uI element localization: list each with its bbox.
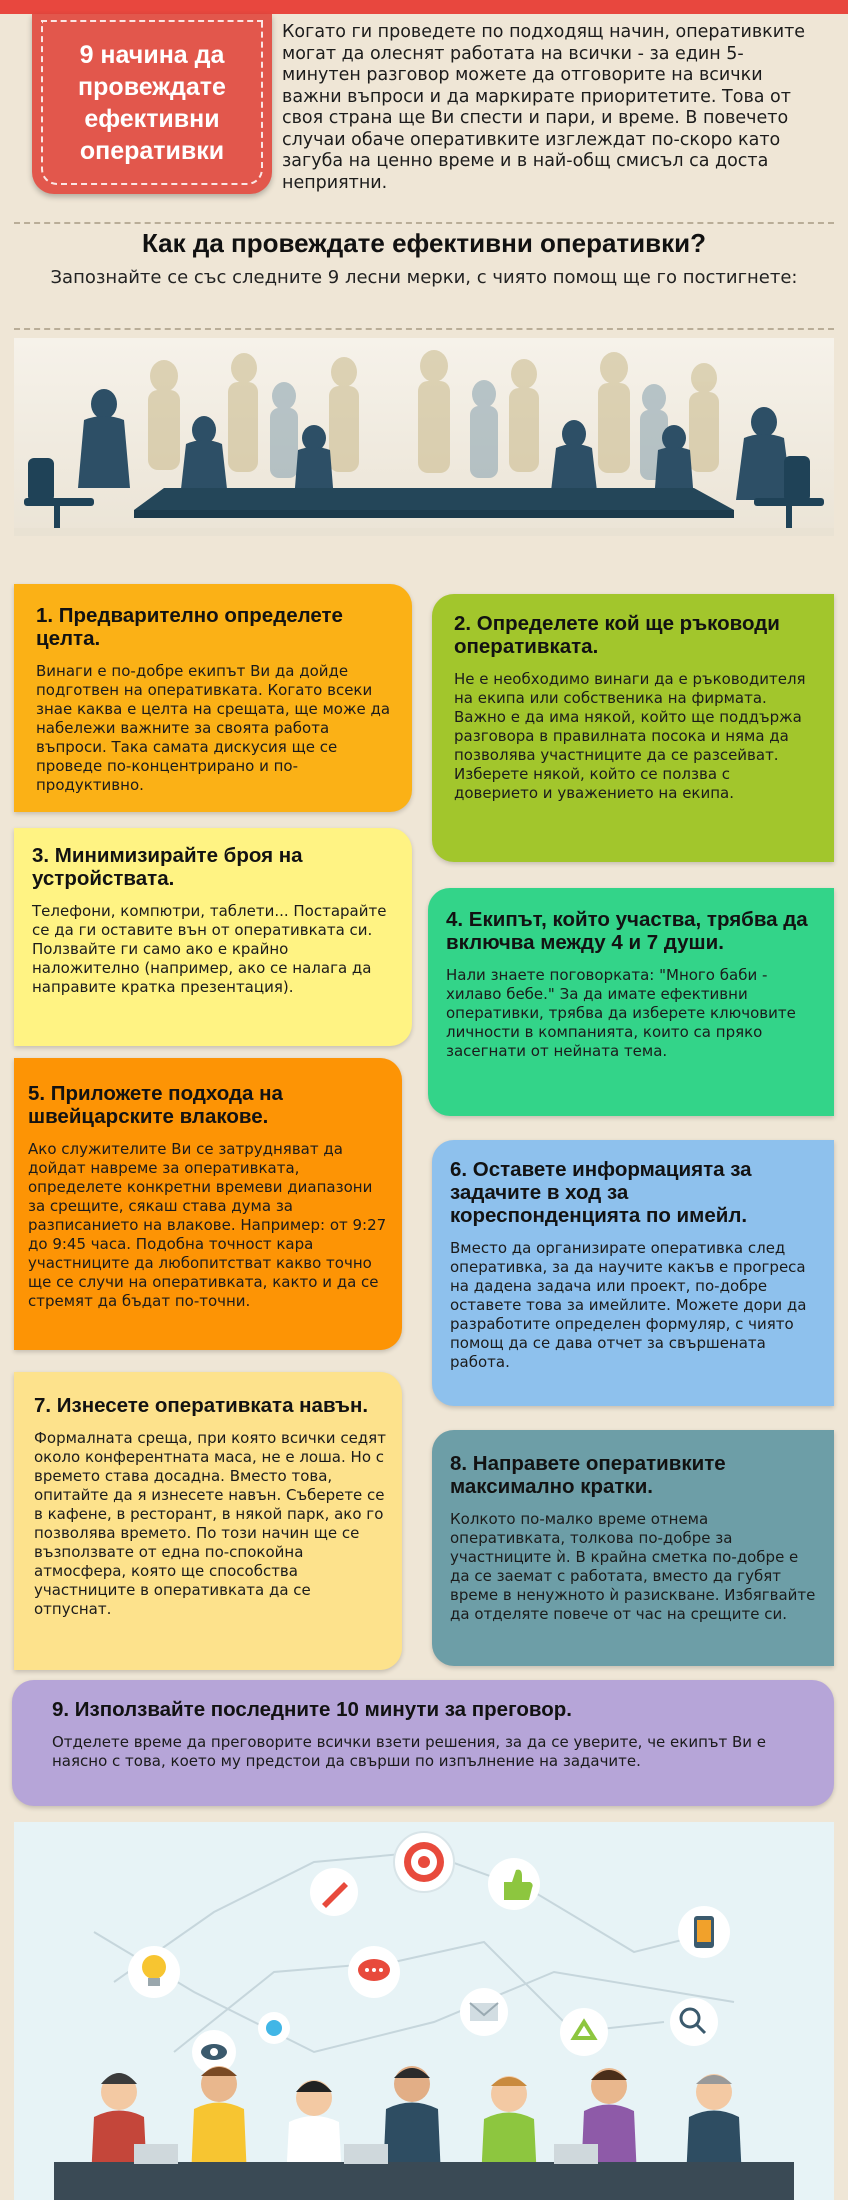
tip-title: 6. Оставете информацията за задачите в ход за кореспонденцията по имейл. — [450, 1158, 752, 1227]
tip-body: Колкото по-малко време отнема оперативката, толкова по-добре за участниците ѝ. В крайна сметка по-добре е да се заемат с работата, вместо да губят време в ненужното ѝ разискване. Избягвайте да отделяте повече от час на срещите си. — [450, 1510, 816, 1623]
tip-card-3 — [14, 828, 412, 1046]
tip-title: 4. Екипът, който участва, трябва да включва между 4 и 7 души. — [446, 908, 808, 954]
tip-card-4 — [428, 888, 834, 1116]
mobile-phone-icon — [678, 1906, 730, 1958]
intro-paragraph: Когато ги проведете по подходящ начин, оперативките могат да олеснят работата на всички - за един 5-минутен разговор можете да отговорите на всички важни въпроси и да маркирате приоритетите. Това от своя страна ще Ви спести и пари, и време. В повечето случаи обаче оперативките изглеждат по-скоро като загуба на ценно време и в най-общ смисъл са доста неприятни. — [282, 22, 806, 193]
tip-body: Не е необходимо винаги да е ръководителя на екипа или собственика на фирмата. Важно е да има някой, който ще поддържа разговора в правилната посока и няма да позволява участниците да се разсейват. Изберете някой, който се ползва с доверието и уважението на екипа. — [454, 670, 806, 802]
tip-card-9 — [12, 1680, 834, 1806]
magnifier-icon — [670, 1998, 718, 2046]
envelope-icon — [460, 1988, 508, 2036]
tip-body: Ако служителите Ви се затрудняват да дойдат навреме за оперативката, определете конкретни времеви диапазони за срещите, сякаш става дума за разписанието на влакове. Например: от 9:27 до 9:45 часа. Подобна точност кара участниците да любопитстват какво точно ще се случи на оперативката, както и да се стремят да бъдат по-точни. — [28, 1140, 387, 1310]
tip-card-8 — [432, 1430, 834, 1666]
tip-body: Отделете време да преговорите всички взети решения, за да се уверите, че екипът Ви е наясно с това, което му предстои да свърши по изпълнение на задачите. — [52, 1733, 767, 1770]
thumbs-up-icon — [488, 1858, 540, 1910]
tip-body: Нали знаете поговорката: "Много баби - хилаво бебе." За да имате ефективни оперативки, трябва да изберете ключовите личности в компанията, които са пряко засегнати от нейната тема. — [446, 966, 796, 1060]
team-illustration — [14, 1822, 834, 2200]
target-icon — [394, 1832, 454, 1892]
meeting-illustration — [14, 338, 834, 536]
tip-title: 5. Приложете подхода на швейцарските влакове. — [28, 1082, 283, 1128]
tip-title: 1. Предварително определете целта. — [36, 604, 343, 650]
divider — [14, 328, 834, 330]
tip-card-1 — [14, 584, 412, 812]
pen-icon — [310, 1868, 358, 1916]
tip-body: Винаги е по-добре екипът Ви да дойде подготвен на оперативката. Когато всеки знае каква е целта на срещата, ще може да набележи важните за своята работа въпроси. Така самата дискусия ще се проведе по-концентрирано и по-продуктивно. — [36, 662, 391, 794]
tip-card-5 — [14, 1058, 402, 1350]
title-ribbon — [32, 14, 272, 194]
tip-card-6 — [432, 1140, 834, 1406]
section-subheading: Запознайте се със следните 9 лесни мерки, с чиято помощ ще го постигнете: — [50, 267, 798, 288]
tip-title: 9. Използвайте последните 10 минути за преговор. — [52, 1698, 572, 1721]
top-strip — [0, 0, 848, 14]
tip-card-2 — [432, 594, 834, 862]
tip-body: Телефони, компютри, таблети... Постарайте се да ги оставите вън от оперативката си. Ползвайте ги само ако е крайно наложително (например, ако се налага да направите кратка презентация). — [32, 902, 387, 996]
tip-title: 8. Направете оперативките максимално кратки. — [450, 1452, 726, 1498]
lightbulb-icon — [128, 1946, 180, 1998]
gear-icon — [258, 2012, 290, 2044]
chat-bubble-icon — [348, 1946, 400, 1998]
divider — [14, 222, 834, 224]
tip-body: Формалната среща, при която всички седят около конферентната маса, не е лоша. Но с времето става досадна. Вместо това, опитайте да я изнесете навън. Съберете се в кафене, в ресторант, в някой парк, ако го позволява времето. По този начин ще се възползвате от една по-спокойна атмосфера, която ще способства участниците в оперативката да се отпуснат. — [34, 1429, 386, 1618]
tip-title: 7. Изнесете оперативката навън. — [34, 1394, 369, 1417]
tip-body: Вместо да организирате оперативка след оперативка, за да научите какъв е прогреса на дадена задача или проект, по-добре оставете това за имейлите. Можете дори да разработите определен формуляр, с чиято помощ да се дава отчет за свършената работа. — [450, 1239, 807, 1371]
page-title: 9 начина да провеждате ефективни оперативки — [78, 40, 226, 165]
section-heading: Как да провеждате ефективни оперативки? — [141, 228, 707, 258]
tip-title: 2. Определете кой ще ръководи оперативката. — [454, 612, 780, 658]
tip-card-7 — [14, 1372, 402, 1670]
tip-title: 3. Минимизирайте броя на устройствата. — [32, 844, 303, 890]
recycle-icon — [560, 2008, 608, 2056]
